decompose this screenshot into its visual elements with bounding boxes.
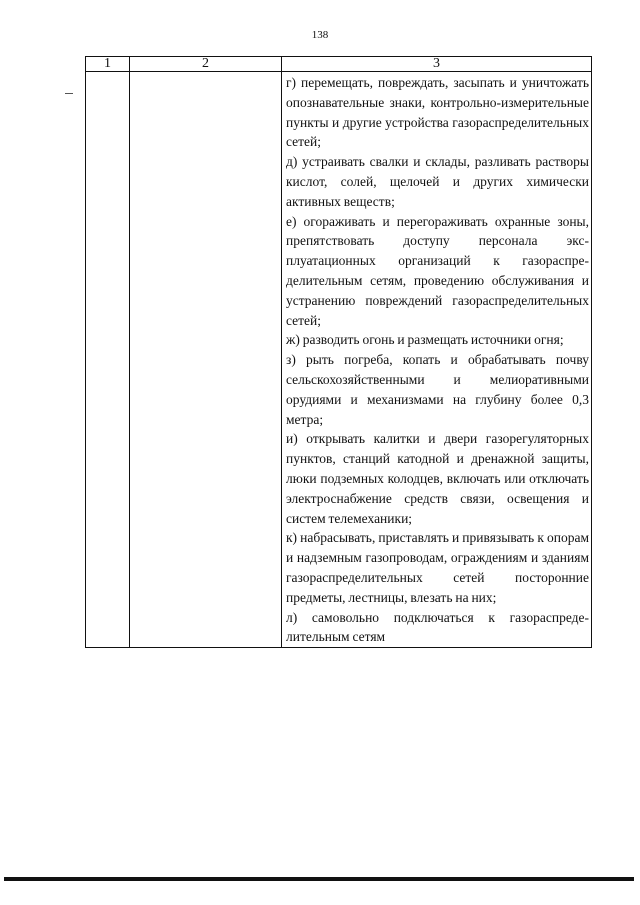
list-item-l: л) самовольно подключаться к газораспределительным сетям xyxy=(286,609,589,645)
margin-mark xyxy=(65,93,73,94)
list-item-i: и) открывать калитки и двери газорегуляторных пунктов, станций катодной и дренажной защиты, люки подземных колодцев, включать или отключать электроснабжение средств связи, освещения и систем телемеханики; xyxy=(286,431,589,526)
cell-column-1 xyxy=(86,72,130,648)
list-item-k: к) набрасывать, приставлять и привязывать к опорам и надземным газопроводам, ограждениям и зданиям газораспределительных сетей посторонние предметы, лестницы, влезать на них; xyxy=(286,530,589,605)
column-header-1: 1 xyxy=(86,57,130,72)
bottom-rule xyxy=(4,877,634,881)
list-item-z: з) рыть погреба, копать и обрабатывать почву сельскохозяйственными и мелиоративными орудиями и механизмами на глубину более 0,3 метра; xyxy=(286,352,589,427)
page-number: 138 xyxy=(311,29,329,41)
cell-column-3 xyxy=(282,72,592,648)
table-row xyxy=(86,72,592,648)
prohibitions-list xyxy=(282,72,591,647)
list-item-d: д) устраивать свалки и склады, разливать растворы кислот, солей, щелочей и других химически активных веществ; xyxy=(286,154,589,209)
column-header-2: 2 xyxy=(130,57,282,72)
list-item-e: е) огораживать и перегораживать охранные зоны, препятствовать доступу персонала эксплуатационных организаций к газораспределительным сетям, проведению обслуживания и устранению повреждений газораспределительных сетей; xyxy=(286,213,589,328)
table-header-row xyxy=(86,57,592,72)
cell-column-2 xyxy=(130,72,282,648)
list-item-g: г) перемещать, повреждать, засыпать и уничтожать опознавательные знаки, контрольно-измерительные пункты и другие устройства газораспределительных сетей; xyxy=(286,75,589,150)
regulation-table xyxy=(85,56,592,648)
list-item-zh: ж) разводить огонь и размещать источники огня; xyxy=(286,332,564,348)
column-header-3: 3 xyxy=(282,57,592,72)
